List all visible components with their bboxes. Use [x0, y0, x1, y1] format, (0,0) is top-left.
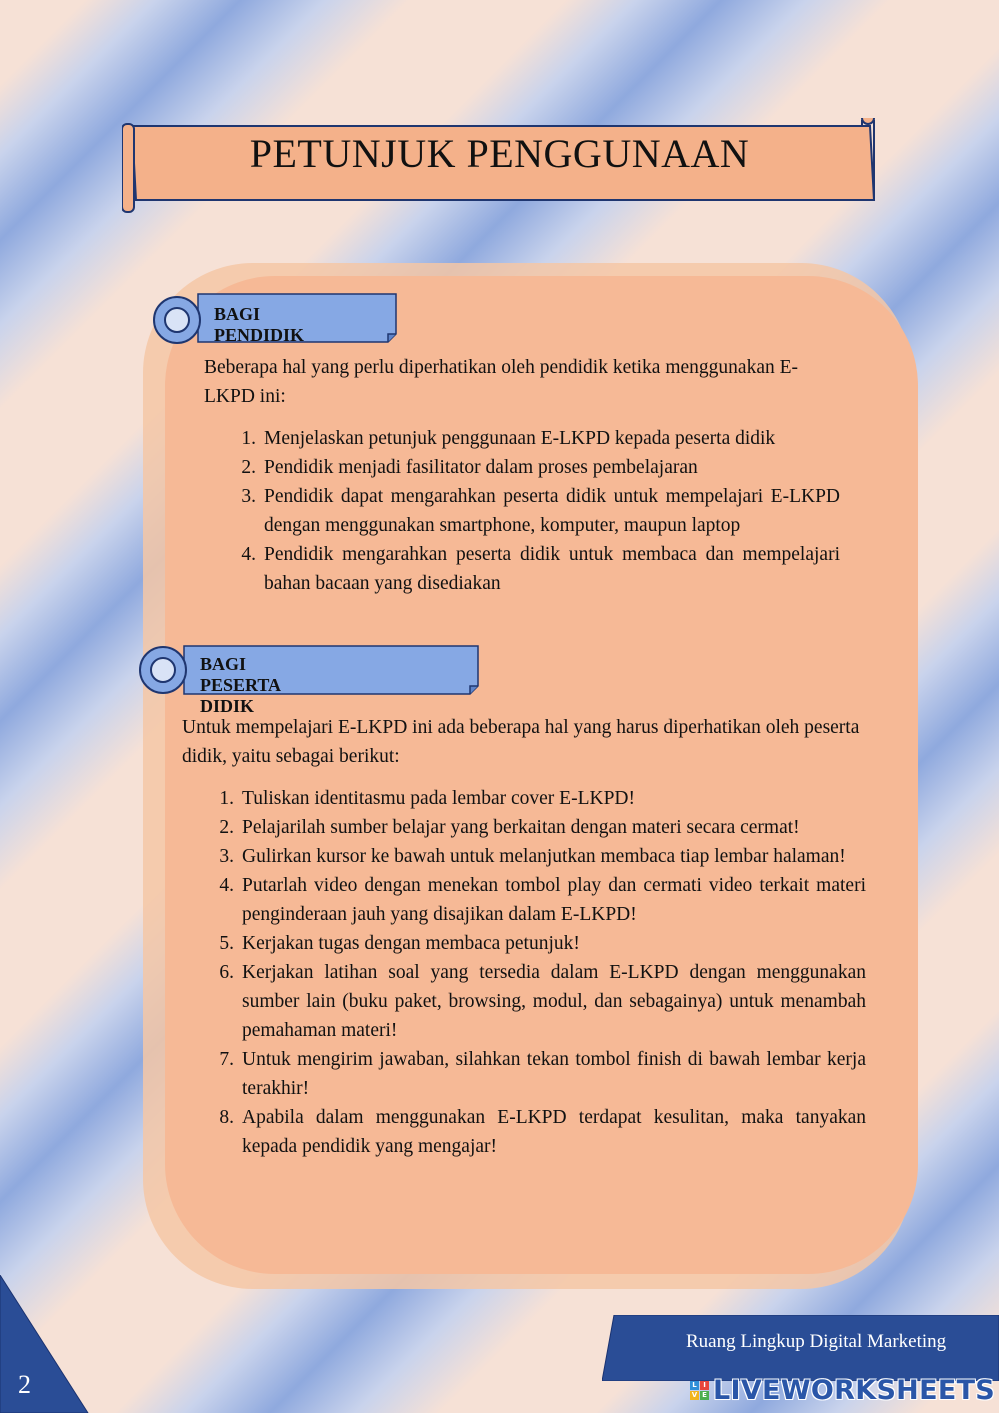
page-number: 2 — [18, 1370, 31, 1399]
chapter-title: Ruang Lingkup Digital Marketing — [686, 1331, 947, 1352]
pendidik-intro: Beberapa hal yang perlu diperhatikan oleh pendidik ketika menggunakan E-LKPD ini: — [204, 357, 798, 407]
peserta-intro: Untuk mempelajari E-LKPD ini ada beberapa hal yang harus diperhatikan oleh peserta didik, yaitu sebagai berikut: — [182, 717, 860, 767]
page-corner-triangle — [0, 1275, 90, 1413]
list-item: 6. Kerjakan latihan soal yang tersedia dalam E-LKPD dengan menggunakan sumber lain (buku paket, browsing, modul, dan sebagainya) untuk menambah pemahaman materi! — [219, 962, 866, 1041]
pendidik-list — [230, 424, 840, 598]
list-item: 7. Untuk mengirim jawaban, silahkan tekan tombol finish di bawah lembar kerja terakhir! — [219, 1049, 866, 1099]
list-item: 2. Pendidik menjadi fasilitator dalam proses pembelajaran — [241, 457, 698, 478]
list-item: 1. Tuliskan identitasmu pada lembar cover E-LKPD! — [219, 788, 635, 809]
list-item: 5. Kerjakan tugas dengan membaca petunjuk! — [219, 933, 580, 954]
page-title: PETUNJUK PENGGUNAAN — [249, 131, 750, 176]
liveworksheets-logo-icon: L I V E — [690, 1381, 709, 1400]
list-item: 1. Menjelaskan petunjuk penggunaan E-LKPD kepada peserta didik — [241, 428, 776, 449]
brand-text: LIVEWORKSHEETS — [713, 1374, 996, 1406]
list-item: 4. Putarlah video dengan menekan tombol play dan cermati video terkait materi penginderaan jauh yang disajikan dalam E-LKPD! — [219, 875, 866, 925]
liveworksheets-brand — [690, 1375, 995, 1405]
section-heading: BAGI PESERTA DIDIK — [200, 654, 281, 716]
list-item: 4. Pendidik mengarahkan peserta didik untuk membaca dan mempelajari bahan bacaan yang disediakan — [241, 544, 840, 594]
section-heading: BAGI PENDIDIK — [214, 304, 305, 345]
list-item: 8. Apabila dalam menggunakan E-LKPD terdapat kesulitan, maka tanyakan kepada pendidik yang mengajar! — [219, 1107, 866, 1157]
list-item: 3. Pendidik dapat mengarahkan peserta didik untuk mempelajari E-LKPD dengan menggunakan smartphone, komputer, maupun laptop — [241, 486, 840, 536]
peserta-list — [208, 784, 866, 1161]
ribbon-shape — [138, 644, 484, 700]
list-item: 3. Gulirkan kursor ke bawah untuk melanjutkan membaca tiap lembar halaman! — [219, 846, 846, 867]
list-item: 2. Pelajarilah sumber belajar yang berkaitan dengan materi secara cermat! — [219, 817, 800, 838]
